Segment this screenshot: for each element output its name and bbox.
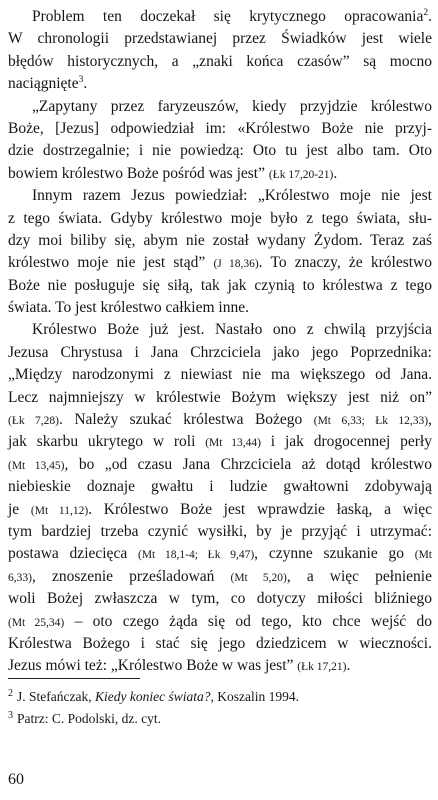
text-line bbox=[8, 28, 432, 50]
page-number: 60 bbox=[8, 771, 24, 788]
text-segment: Jezus mówi też: „Królestwo Boże w was jest” bbox=[8, 657, 298, 675]
footnote-number: 3 bbox=[8, 709, 13, 721]
text-line bbox=[8, 543, 432, 565]
text-segment: bowiem królestwo Boże pośród was jest” bbox=[8, 164, 269, 182]
text-line bbox=[8, 73, 432, 95]
text-segment: , bo „od czasu Jana Chrzciciela aż dotąd królestwo bbox=[64, 455, 432, 473]
bible-citation: (Mt 11,12) bbox=[30, 504, 89, 517]
text-segment: . To znaczy, że królestwo bbox=[258, 254, 432, 272]
text-segment: naciągnięte bbox=[8, 75, 79, 93]
text-line bbox=[8, 185, 432, 207]
text-line bbox=[8, 633, 432, 655]
text-segment: i jak drogocennej perły bbox=[260, 433, 432, 451]
text-segment: Boże nie posługuje się siłą, tak jak czynią to królestwa z tego bbox=[8, 276, 432, 294]
text-segment: jak skarbu ukrytego w roli bbox=[8, 433, 206, 451]
text-segment: W chronologii przedstawianej przez Świadków jest wiele bbox=[8, 30, 432, 48]
bible-citation: (Mt 13,45) bbox=[8, 459, 65, 472]
paragraph bbox=[8, 185, 432, 319]
text-segment: . Królestwo Boże jest wprawdzie łaską, a więc bbox=[88, 500, 432, 518]
footnote-3 bbox=[8, 710, 161, 728]
text-segment: . bbox=[428, 8, 432, 25]
text-line bbox=[8, 611, 432, 633]
text-line bbox=[8, 431, 432, 453]
bible-citation: (Mt 13,44) bbox=[205, 437, 261, 450]
text-line bbox=[8, 118, 432, 140]
paragraph bbox=[8, 96, 432, 186]
text-line bbox=[8, 387, 432, 409]
text-line bbox=[8, 252, 432, 274]
bible-citation: (Mt 6,33; Łk 12,33) bbox=[313, 415, 429, 428]
text-segment: je bbox=[8, 500, 31, 518]
text-line bbox=[8, 51, 432, 73]
text-segment: , a więc pełnienie bbox=[286, 567, 432, 585]
text-segment: . Należy szukać królestwa Bożego bbox=[59, 411, 314, 429]
bible-citation: (Łk 17,21) bbox=[297, 661, 347, 674]
text-segment: . bbox=[346, 657, 351, 675]
text-segment: „Między narodzonymi z niewiast nie ma większego od Jana. bbox=[8, 366, 432, 384]
text-line bbox=[8, 275, 432, 297]
bible-citation: (Łk 7,28) bbox=[8, 415, 59, 428]
footnote-book-title: Kiedy koniec świata? bbox=[94, 689, 211, 704]
paragraph bbox=[8, 6, 432, 96]
text-segment: , bbox=[428, 411, 432, 429]
text-segment: woli Bożej zwłaszcza w tym, co dotyczy miłości bliźniego bbox=[8, 590, 432, 608]
paragraph bbox=[8, 319, 432, 677]
text-line bbox=[8, 208, 432, 230]
text-line bbox=[8, 499, 432, 521]
text-segment: , znoszenie prześladowań bbox=[31, 567, 231, 585]
footnote-ref: 2 bbox=[423, 7, 429, 18]
text-segment: Królestwo Boże już jest. Nastało ono z chwilą przyjścia bbox=[32, 321, 432, 339]
footnote-text: Patrz: C. Podolski, dz. cyt. bbox=[17, 711, 161, 726]
text-segment: błędów historycznych, a „znaki końca czasów” są mocno bbox=[8, 52, 432, 70]
text-segment: dzy moi biliby się, abym nie został wydany Żydom. Teraz zaś bbox=[8, 231, 432, 249]
text-line bbox=[8, 454, 432, 476]
text-line bbox=[8, 96, 432, 118]
footnote-2 bbox=[8, 688, 299, 706]
bible-citation: (Mt 5,20) bbox=[230, 571, 287, 584]
footnote-separator bbox=[8, 678, 140, 679]
text-segment: Innym razem Jezus powiedział: „Królestwo moje nie jest bbox=[32, 187, 432, 205]
bible-citation: (J 18,36) bbox=[213, 258, 259, 271]
text-line bbox=[8, 409, 432, 431]
text-segment: Boże, [Jezus] odpowiedział im: «Królestwo Boże nie przyj- bbox=[8, 119, 432, 137]
text-line bbox=[8, 566, 432, 588]
text-segment: . bbox=[83, 75, 88, 93]
text-segment: Lecz najmniejszy w królestwie Bożym większy jest niż on” bbox=[8, 388, 432, 406]
footnote-ref: 3 bbox=[78, 75, 84, 86]
text-line bbox=[8, 319, 432, 341]
text-line bbox=[8, 364, 432, 386]
text-segment: „Zapytany przez faryzeuszów, kiedy przyjdzie królestwo bbox=[32, 97, 432, 115]
text-line bbox=[8, 521, 432, 543]
text-line bbox=[8, 140, 432, 162]
text-segment: Problem ten doczekał się krytycznego opracowania bbox=[32, 8, 424, 25]
text-segment: królestwo moje nie jest stąd” bbox=[8, 254, 214, 272]
text-segment: – oto czego żąda się od tego, kto chce wejść do bbox=[64, 612, 432, 630]
bible-citation: 6,33) bbox=[8, 571, 32, 584]
text-segment: postawa dziecięca bbox=[8, 545, 138, 563]
footnote-author: J. Stefańczak, bbox=[17, 689, 95, 704]
footnote-publication: , Koszalin 1994. bbox=[210, 689, 299, 704]
footnote-number: 2 bbox=[8, 687, 13, 699]
text-segment: dzie dostrzegalnie; i nie powiedzą: Oto tu jest albo tam. Oto bbox=[8, 142, 432, 160]
text-line bbox=[8, 655, 432, 677]
text-segment: Królestwa Bożego i stać się jego dziedzicem w wieczności. bbox=[8, 634, 432, 652]
page-body bbox=[8, 6, 432, 678]
text-line bbox=[8, 163, 432, 185]
text-line bbox=[8, 297, 432, 319]
text-segment: . bbox=[333, 164, 338, 182]
text-segment: , czynne szukanie go bbox=[254, 545, 415, 563]
text-line bbox=[8, 6, 432, 28]
text-line bbox=[8, 588, 432, 610]
text-segment: tym bardziej trzeba czynić wysiłki, by je przyjąć i utrzymać: bbox=[8, 522, 432, 540]
text-segment: niebieskie doznaje gwałtu i ludzie gwałtowni zdobywają bbox=[8, 478, 432, 496]
bible-citation: (Łk 17,20-21) bbox=[268, 168, 334, 181]
text-line bbox=[8, 342, 432, 364]
text-segment: świata. To jest królestwo całkiem inne. bbox=[8, 299, 249, 317]
text-line bbox=[8, 230, 432, 252]
bible-citation: (Mt 18,1-4; Łk 9,47) bbox=[137, 549, 255, 562]
text-segment: Jezusa Chrystusa i Jana Chrzciciela jako jego Poprzednika: bbox=[8, 343, 432, 361]
text-line bbox=[8, 476, 432, 498]
bible-citation: (Mt 25,34) bbox=[8, 616, 65, 629]
bible-citation: (Mt bbox=[414, 549, 432, 562]
text-segment: z tego świata. Gdyby królestwo moje było z tego świata, słu- bbox=[8, 209, 432, 227]
